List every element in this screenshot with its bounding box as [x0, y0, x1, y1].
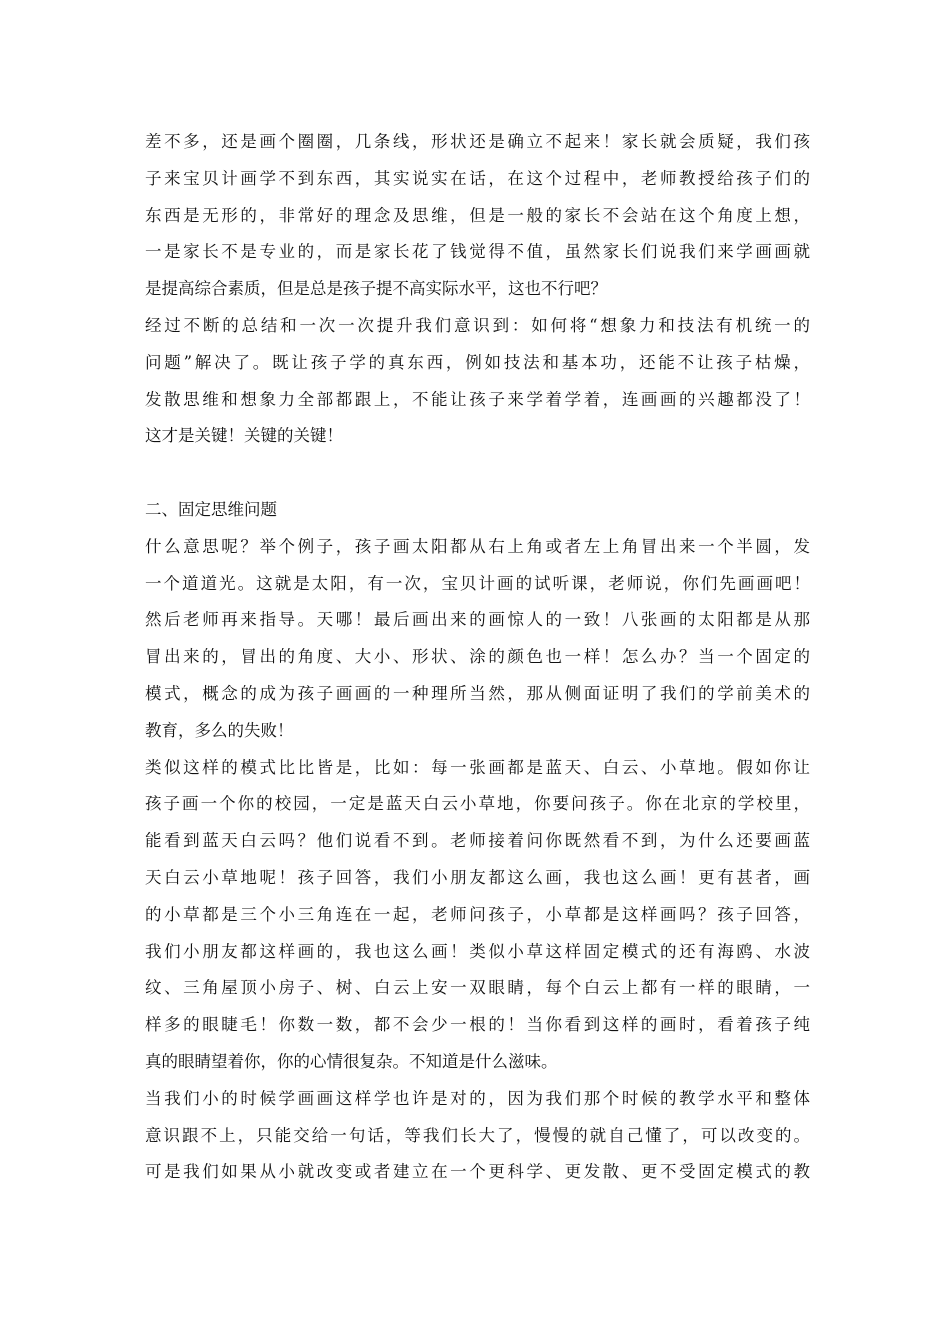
text-line: 当我们小的时候学画画这样学也许是对的，因为我们那个时候的教学水平和整体 — [145, 1088, 810, 1108]
text-line: 冒出来的，冒出的角度、大小、形状、涂的颜色也一样！怎么办？当一个固定的 — [145, 647, 810, 667]
text-line: 教育，多么的失败！ — [145, 720, 294, 740]
text-line: 我们小朋友都这样画的，我也这么画！类似小草这样固定模式的还有海鸥、水波 — [145, 941, 810, 961]
text-line: 样多的眼睫毛！你数一数，都不会少一根的！当你看到这样的画时，看着孩子纯 — [145, 1015, 810, 1035]
text-line: 东西是无形的，非常好的理念及思维，但是一般的家长不会站在这个角度上想， — [145, 205, 810, 225]
text-line: 真的眼睛望着你，你的心情很复杂。不知道是什么滋味。 — [145, 1051, 558, 1071]
text-line: 差不多，还是画个圈圈，几条线，形状还是确立不起来！家长就会质疑，我们孩 — [145, 132, 810, 151]
text-line: 然后老师再来指导。天哪！最后画出来的画惊人的一致！八张画的太阳都是从那 — [145, 610, 810, 630]
text-line: 纹、三角屋顶小房子、树、白云上安一双眼睛，每个白云上都有一样的眼睛，一 — [145, 978, 810, 998]
blank-line — [145, 455, 810, 492]
text-line: 类似这样的模式比比皆是，比如：每一张画都是蓝天、白云、小草地。假如你让 — [145, 757, 810, 777]
paragraph-3 — [145, 529, 810, 750]
text-line: 天白云小草地呢！孩子回答，我们小朋友都这么画，我也这么画！更有甚者，画 — [145, 867, 810, 887]
paragraph-2 — [145, 308, 810, 455]
text-line: 子来宝贝计画学不到东西，其实说实在话，在这个过程中，老师教授给孩子们的 — [145, 168, 810, 188]
text-line: 问题”解决了。既让孩子学的真东西，例如技法和基本功，还能不让孩子枯燥， — [145, 352, 810, 372]
paragraph-1 — [145, 124, 810, 308]
text-line: 经过不断的总结和一次一次提升我们意识到：如何将“想象力和技法有机统一的 — [145, 315, 810, 335]
text-line: 孩子画一个你的校园，一定是蓝天白云小草地，你要问孩子。你在北京的学校里， — [145, 794, 810, 814]
paragraph-5 — [145, 1081, 810, 1191]
section-heading: 二、固定思维问题 — [145, 499, 277, 519]
text-line: 意识跟不上，只能交给一句话，等我们长大了，慢慢的就自己懂了，可以改变的。 — [145, 1125, 810, 1145]
text-line: 可是我们如果从小就改变或者建立在一个更科学、更发散、更不受固定模式的教 — [145, 1162, 810, 1182]
text-line: 模式，概念的成为孩子画画的一种理所当然，那从侧面证明了我们的学前美术的 — [145, 683, 810, 703]
paragraph-4 — [145, 750, 810, 1081]
text-line: 什么意思呢？举个例子，孩子画太阳都从右上角或者左上角冒出来一个半圆，发 — [145, 536, 810, 556]
text-line: 能看到蓝天白云吗？他们说看不到。老师接着问你既然看不到，为什么还要画蓝 — [145, 831, 810, 851]
text-line: 一个道道光。这就是太阳，有一次，宝贝计画的试听课，老师说，你们先画画吧！ — [145, 573, 810, 593]
text-line: 这才是关键！关键的关键！ — [145, 426, 343, 446]
text-line: 发散思维和想象力全部都跟上，不能让孩子来学着学着，连画画的兴趣都没了！ — [145, 389, 810, 409]
document-body — [145, 124, 810, 1191]
text-line: 的小草都是三个小三角连在一起，老师问孩子，小草都是这样画吗？孩子回答， — [145, 904, 810, 924]
text-line: 是提高综合素质，但是总是孩子提不高实际水平，这也不行吧？ — [145, 279, 607, 299]
text-line: 一是家长不是专业的，而是家长花了钱觉得不值，虽然家长们说我们来学画画就 — [145, 242, 810, 262]
